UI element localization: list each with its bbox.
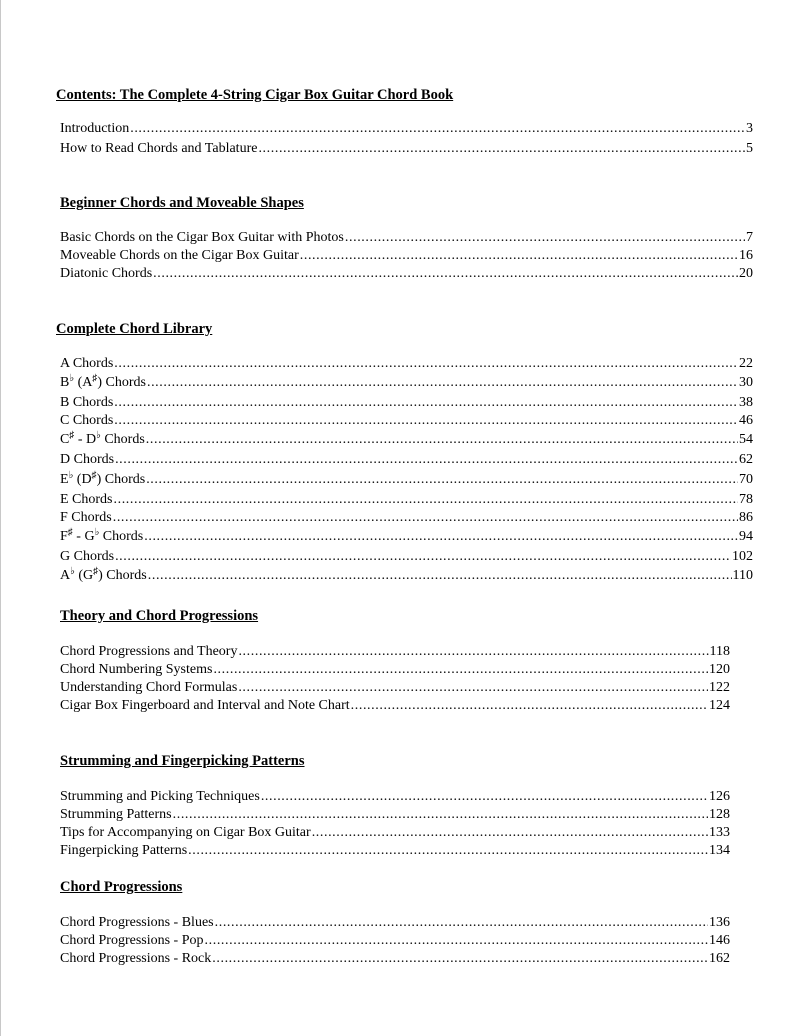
label-mid: - D (74, 432, 97, 447)
toc-entry[interactable] (60, 375, 753, 393)
sharp-symbol: ♯ (69, 430, 75, 441)
label-mid: - G (72, 529, 95, 544)
toc-entry-label: Strumming Patterns (60, 807, 172, 822)
toc-entry[interactable] (60, 915, 730, 933)
sharp-symbol: ♯ (93, 566, 99, 577)
label-tail: ) Chords (97, 375, 146, 390)
dot-leader (147, 375, 738, 391)
toc-entry-page: 16 (739, 248, 753, 263)
toc-entry-page: 118 (709, 644, 730, 659)
dot-leader (146, 472, 738, 488)
toc-entry-label (60, 375, 146, 391)
dot-leader (238, 644, 708, 660)
note-letter: F (60, 529, 68, 544)
note-letter: B (60, 375, 70, 390)
toc-entry-label: Understanding Chord Formulas (60, 680, 238, 695)
toc-entry-label: Tips for Accompanying on Cigar Box Guitar (60, 825, 311, 840)
toc-entry-label: Chord Numbering Systems (60, 662, 213, 677)
dot-leader (205, 933, 708, 949)
section-heading-beginner: Beginner Chords and Moveable Shapes (60, 195, 304, 211)
toc-entry-page: 78 (739, 492, 753, 507)
dot-leader (148, 568, 732, 584)
toc-entry-page: 70 (739, 472, 753, 487)
dot-leader (114, 395, 738, 411)
label-mid: (D (73, 472, 92, 487)
toc-entry-page: 20 (739, 266, 753, 281)
toc-entry-label (60, 472, 145, 488)
toc-entry-page: 38 (739, 395, 753, 410)
toc-entry-label: Introduction (60, 121, 130, 136)
dot-leader (146, 432, 738, 448)
dot-leader (153, 266, 738, 282)
dot-leader (238, 680, 708, 696)
page-title: Contents: The Complete 4-String Cigar Box Guitar Chord Book (56, 87, 454, 103)
toc-entry-page: 162 (709, 951, 730, 966)
toc-entry-page: 3 (746, 121, 753, 136)
toc-entry[interactable] (60, 510, 753, 528)
section-heading-progressions: Chord Progressions (60, 879, 183, 895)
toc-entry-label: F Chords (60, 510, 112, 525)
toc-entry-label: Chord Progressions and Theory (60, 644, 238, 659)
note-letter: E (60, 472, 69, 487)
toc-entry-label: Strumming and Picking Techniques (60, 789, 260, 804)
toc-entry[interactable] (60, 432, 753, 450)
toc-entry-page: 124 (709, 698, 730, 713)
dot-leader (115, 452, 738, 468)
toc-entry[interactable] (60, 933, 730, 951)
toc-entry-label: E Chords (60, 492, 113, 507)
toc-entry-page: 46 (739, 413, 753, 428)
flat-symbol: ♭ (94, 527, 100, 538)
dot-leader (212, 951, 708, 967)
dot-leader (351, 698, 708, 714)
toc-entry-label (60, 432, 145, 448)
toc-entry[interactable] (60, 141, 753, 159)
toc-entry[interactable] (60, 395, 753, 413)
flat-symbol: ♭ (96, 430, 101, 441)
toc-entry[interactable] (60, 248, 753, 266)
page-edge (0, 0, 1, 1036)
note-letter: A (60, 568, 71, 583)
toc-entry-label: B Chords (60, 395, 114, 410)
toc-entry[interactable] (60, 698, 730, 716)
toc-entry[interactable] (60, 266, 753, 284)
flat-symbol: ♭ (68, 470, 74, 481)
section-heading-theory: Theory and Chord Progressions (60, 608, 259, 624)
toc-entry[interactable] (60, 951, 730, 969)
label-mid: (A (74, 375, 93, 390)
toc-entry-page: 7 (746, 230, 753, 245)
toc-entry-page: 133 (709, 825, 730, 840)
toc-entry-page: 30 (739, 375, 753, 390)
dot-leader (300, 248, 738, 264)
sharp-symbol: ♯ (92, 373, 98, 384)
dot-leader (261, 789, 708, 805)
toc-entry-label: D Chords (60, 452, 115, 467)
label-tail: ) Chords (98, 568, 147, 583)
dot-leader (144, 529, 738, 545)
toc-entry-label (60, 529, 143, 545)
toc-entry-label: G Chords (60, 549, 115, 564)
label-tail: ) Chords (96, 472, 146, 487)
toc-entry-page: 94 (739, 529, 753, 544)
dot-leader (312, 825, 708, 841)
dot-leader (345, 230, 745, 246)
toc-entry[interactable] (60, 413, 753, 431)
toc-entry[interactable] (60, 825, 730, 843)
toc-entry-label: Moveable Chords on the Cigar Box Guitar (60, 248, 299, 263)
dot-leader (215, 915, 708, 931)
toc-entry[interactable] (60, 680, 730, 698)
toc-entry-label (60, 568, 147, 584)
flat-symbol: ♭ (69, 373, 75, 384)
toc-entry-label: Fingerpicking Patterns (60, 843, 188, 858)
toc-entry-label: Chord Progressions - Blues (60, 915, 214, 930)
toc-entry[interactable] (60, 789, 730, 807)
toc-entry[interactable] (60, 121, 753, 139)
toc-entry-label: A Chords (60, 356, 114, 371)
toc-entry-label: Cigar Box Fingerboard and Interval and Note Chart (60, 698, 350, 713)
flat-symbol: ♭ (70, 566, 75, 577)
toc-entry-page: 5 (746, 141, 753, 156)
toc-entry-label: Chord Progressions - Rock (60, 951, 212, 966)
toc-entry-page: 110 (732, 568, 753, 583)
dot-leader (130, 121, 745, 137)
toc-entry-label: C Chords (60, 413, 114, 428)
toc-entry-page: 134 (709, 843, 730, 858)
toc-entry[interactable] (60, 662, 730, 680)
toc-entry-page: 136 (709, 915, 730, 930)
toc-entry-page: 122 (709, 680, 730, 695)
toc-entry-label: Chord Progressions - Pop (60, 933, 204, 948)
note-letter: C (60, 432, 70, 447)
dot-leader (114, 356, 738, 372)
dot-leader (258, 141, 745, 157)
toc-entry-page: 128 (709, 807, 730, 822)
toc-entry-page: 62 (739, 452, 753, 467)
toc-entry-label: Basic Chords on the Cigar Box Guitar with Photos (60, 230, 344, 245)
toc-entry[interactable] (60, 529, 753, 547)
toc-entry[interactable] (60, 492, 753, 510)
toc-entry[interactable] (60, 568, 753, 586)
toc-entry[interactable] (60, 356, 753, 374)
toc-entry[interactable] (60, 472, 753, 490)
label-mid: (G (74, 568, 94, 583)
toc-entry-page: 126 (709, 789, 730, 804)
toc-entry-label: How to Read Chords and Tablature (60, 141, 258, 156)
toc-entry[interactable] (60, 452, 753, 470)
toc-entry[interactable] (60, 843, 730, 861)
dot-leader (114, 492, 739, 508)
toc-entry-page: 54 (739, 432, 753, 447)
toc-entry-page: 86 (739, 510, 753, 525)
dot-leader (115, 549, 731, 565)
toc-entry-page: 120 (709, 662, 730, 677)
toc-entry[interactable] (60, 807, 730, 825)
toc-entry[interactable] (60, 230, 753, 248)
label-tail: Chords (99, 529, 144, 544)
sharp-symbol: ♯ (67, 527, 73, 538)
toc-entry[interactable] (60, 549, 753, 567)
dot-leader (114, 413, 738, 429)
section-heading-library: Complete Chord Library (56, 321, 213, 337)
toc-entry[interactable] (60, 644, 730, 662)
dot-leader (213, 662, 708, 678)
sharp-symbol: ♯ (91, 470, 97, 481)
dot-leader (173, 807, 708, 823)
toc-entry-page: 102 (732, 549, 753, 564)
dot-leader (113, 510, 738, 526)
toc-entry-label: Diatonic Chords (60, 266, 153, 281)
toc-entry-page: 22 (739, 356, 753, 371)
label-tail: Chords (100, 432, 145, 447)
toc-entry-page: 146 (709, 933, 730, 948)
section-heading-strumming: Strumming and Fingerpicking Patterns (60, 753, 305, 769)
dot-leader (188, 843, 708, 859)
